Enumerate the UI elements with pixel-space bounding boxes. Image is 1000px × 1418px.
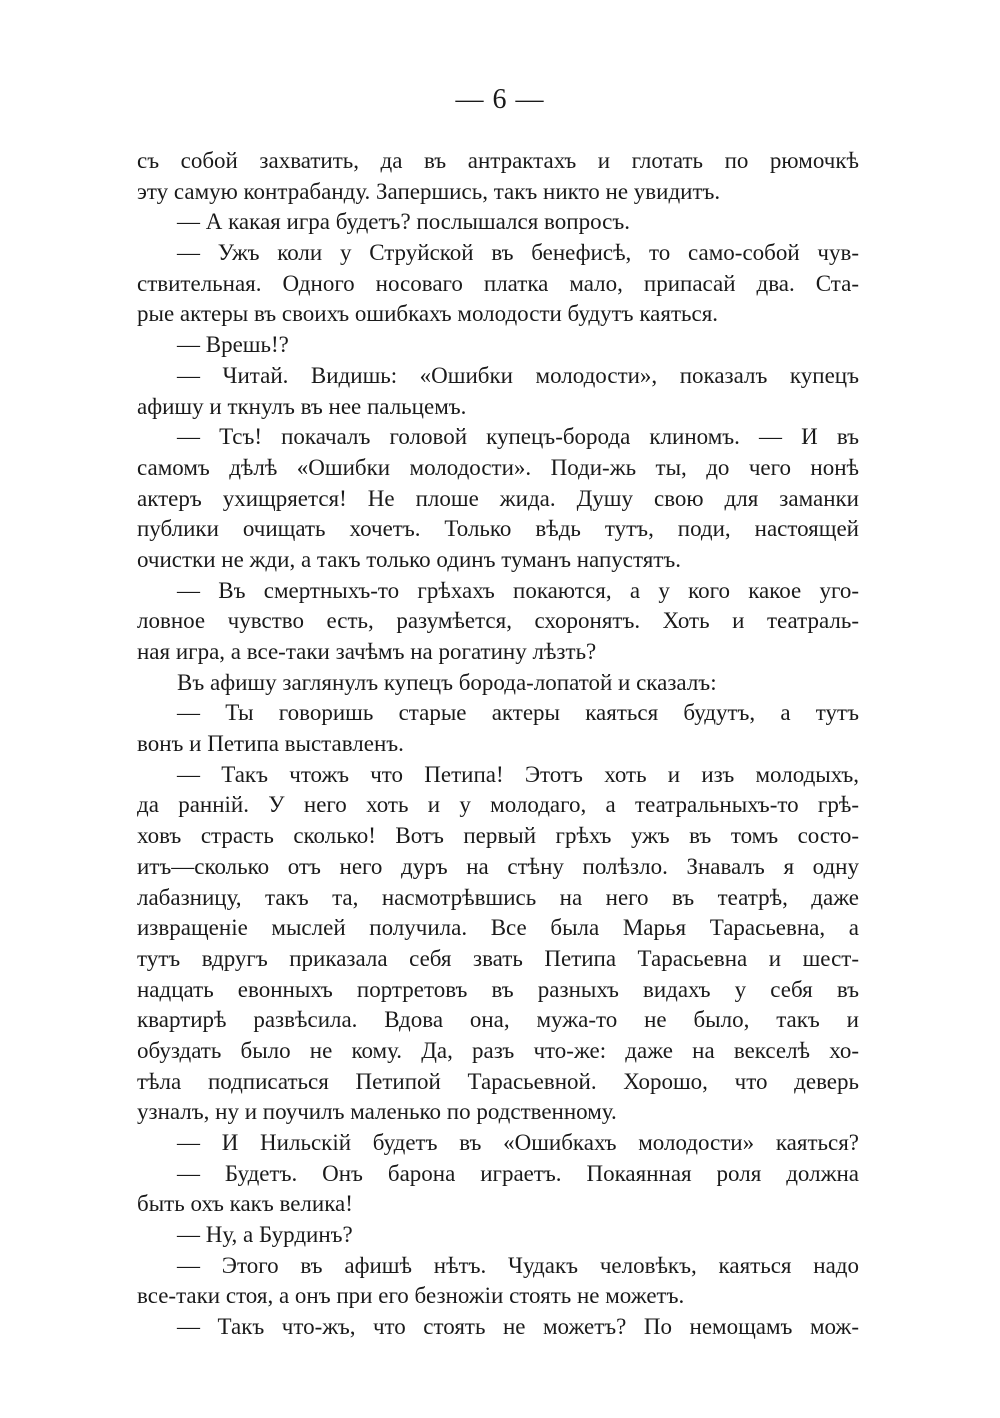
- text-line: Въ афишу заглянулъ купецъ борода-лопатой и сказалъ:: [177, 669, 717, 695]
- text-line: извращеніе мыслей получила. Все была Марья Тарасьевна, а: [137, 915, 859, 941]
- page-number: — 6 —: [455, 84, 545, 115]
- text-line: — Ужъ коли у Струйской въ бенефисѣ, то само-собой чув-: [177, 240, 859, 266]
- text-line: ная игра, а все-таки зачѣмъ на рогатину лѣзть?: [137, 639, 597, 664]
- text-line: публики очищать хочетъ. Только вѣдь тутъ, поди, настоящей: [137, 516, 859, 542]
- text-line: обуздать было не кому. Да, разъ что-же: даже на векселѣ хо-: [137, 1037, 859, 1063]
- text-line: ховъ страсть сколько! Вотъ первый грѣхъ ужъ въ томъ состо-: [137, 823, 859, 849]
- text-line: — Въ смертныхъ-то грѣхахъ покаются, а у кого какое уго-: [177, 577, 859, 603]
- text-line: тутъ вдругъ приказала себя звать Петипа Тарасьевна и шест-: [137, 945, 859, 971]
- text-line: афишу и ткнулъ въ нее пальцемъ.: [137, 393, 467, 419]
- text-line: очистки не жди, а такъ только одинъ туманъ напустятъ.: [137, 546, 681, 572]
- text-line: — Такъ что-жъ, что стоять не можетъ? По немощамъ мож-: [177, 1314, 859, 1340]
- text-line: рые актеры въ своихъ ошибкахъ молодости будутъ каяться.: [137, 301, 719, 327]
- text-line: — Такъ чтожъ что Петипа! Этотъ хоть и изъ молодыхъ,: [177, 761, 859, 787]
- text-line: — А какая игра будетъ? послышался вопросъ.: [177, 209, 630, 235]
- text-line: эту самую контрабанду. Запершись, такъ никто не увидитъ.: [137, 178, 721, 204]
- text-line: — Ну, а Бурдинъ?: [177, 1222, 353, 1248]
- text-line: быть охъ какъ велика!: [137, 1191, 353, 1217]
- text-line: квартирѣ развѣсила. Вдова она, мужа-то не было, такъ и: [137, 1007, 859, 1033]
- body-text: [137, 146, 859, 1343]
- text-line: лабазницу, такъ та, насмотрѣвшись на него въ театрѣ, даже: [137, 884, 859, 910]
- text-line: — Будетъ. Онъ барона играетъ. Покаянная роля должна: [177, 1160, 859, 1186]
- text-line: итъ—сколько отъ него дуръ на стѣну полѣзло. Знавалъ я одну: [137, 853, 859, 879]
- text-line: надцать евонныхъ портретовъ въ разныхъ видахъ у себя въ: [137, 976, 859, 1002]
- text-line: — Ты говоришь старые актеры каяться будутъ, а тутъ: [177, 700, 859, 726]
- text-line: все-таки стоя, а онъ при его безножіи стоять не можетъ.: [137, 1283, 685, 1309]
- text-line: ствительная. Одного носоваго платка мало, припасай два. Ста-: [137, 270, 859, 296]
- text-line: актеръ ухищряется! Не плоше жида. Душу свою для заманки: [137, 485, 859, 511]
- text-line: самомъ дѣлѣ «Ошибки молодости». Поди-жь ты, до чего нонѣ: [137, 454, 859, 480]
- text-line: — Врешь!?: [177, 332, 289, 358]
- text-line: — Читай. Видишь: «Ошибки молодости», показалъ купецъ: [177, 362, 859, 388]
- text-line: узналъ, ну и поучилъ маленько по родственному.: [137, 1099, 617, 1125]
- text-line: — Этого въ афишѣ нѣтъ. Чудакъ человѣкъ, каяться надо: [177, 1252, 859, 1278]
- text-line: тѣла подписаться Петипой Тарасьевной. Хорошо, что деверь: [137, 1068, 859, 1094]
- text-line: да ранній. У него хоть и у молодаго, а театральныхъ-то грѣ-: [137, 792, 859, 818]
- text-line: вонъ и Петипа выставленъ.: [137, 731, 404, 757]
- text-line: — Тсъ! покачалъ головой купецъ-борода клиномъ. — И въ: [177, 424, 859, 450]
- text-line: — И Нильскій будетъ въ «Ошибкахъ молодости» каяться?: [177, 1130, 859, 1155]
- text-line: съ собой захватить, да въ антрактахъ и глотать по рюмочкѣ: [137, 148, 859, 173]
- text-line: ловное чувство есть, разумѣется, схоронятъ. Хоть и театраль-: [137, 608, 859, 634]
